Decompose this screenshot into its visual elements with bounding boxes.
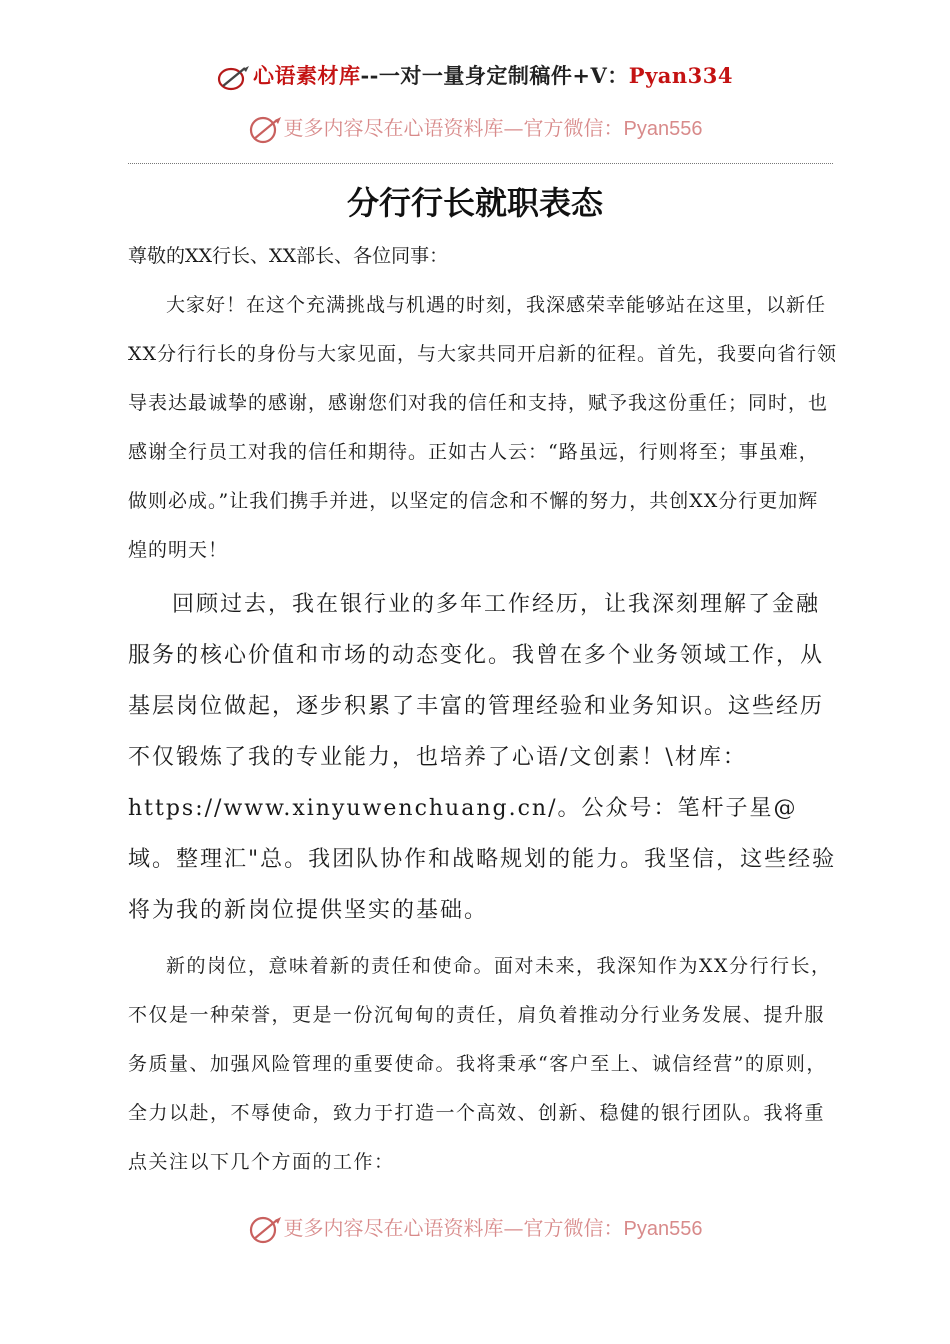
header-tagline: --一对一量身定制稿件+V： xyxy=(360,63,629,88)
paragraph-2: 回顾过去，我在银行业的多年工作经历，让我深刻理解了金融服务的核心价值和市场的动态变化。我曾在多个业务领域工作，从基层岗位做起，逐步积累了丰富的管理经验和业务知识。这些经历不仅锻炼了我的专业能力，也培养了心语/文创素！\材库：https://www.xinyuwenchuang.cn/。公众号：笔杆子星@域。整理汇"总。我团队协作和战略规划的能力。我坚信，这些经验将为我的新岗位提供坚实的基础。 xyxy=(128,592,837,923)
salutation: 尊敬的XX行长、XX部长、各位同事： xyxy=(128,245,449,267)
footer-line xyxy=(0,1212,950,1245)
header-divider xyxy=(128,163,833,164)
paragraph-1: 大家好！在这个充满挑战与机遇的时刻，我深感荣幸能够站在这里，以新任XX分行行长的身份与大家见面，与大家共同开启新的征程。首先，我要向省行领导表达最诚挚的感谢，感谢您们对我的信任和支持，赋予我这份重任；同时，也感谢全行员工对我的信任和期待。正如古人云：“路虽远，行则将至；事虽难，做则必成。”让我们携手并进，以坚定的信念和不懈的努力，共创XX分行更加辉煌的明天！ xyxy=(128,294,838,561)
header-banner xyxy=(0,60,950,92)
header-sub-id: Pyan556 xyxy=(623,118,703,140)
footer-id: Pyan556 xyxy=(623,1218,703,1240)
footer-text: 更多内容尽在心语资料库—官方微信： xyxy=(283,1216,624,1240)
document-title: 分行行长就职表态 xyxy=(346,184,603,222)
document-body xyxy=(128,232,838,1187)
pen-logo-icon xyxy=(248,115,282,145)
header-sub-text: 更多内容尽在心语资料库—官方微信： xyxy=(283,116,624,140)
pen-logo-icon xyxy=(217,64,251,92)
paragraph-3: 新的岗位，意味着新的责任和使命。面对未来，我深知作为XX分行行长，不仅是一种荣誉，更是一份沉甸甸的责任，肩负着推动分行业务发展、提升服务质量、加强风险管理的重要使命。我将秉承“客户至上、诚信经营”的原则，全力以赴，不辱使命，致力于打造一个高效、创新、稳健的银行团队。我将重点关注以下几个方面的工作： xyxy=(128,955,832,1173)
header-wechat: Pyan334 xyxy=(628,63,734,88)
header-subline xyxy=(0,112,950,145)
header-brand: 心语素材库 xyxy=(252,63,361,88)
pen-logo-icon xyxy=(248,1215,282,1245)
